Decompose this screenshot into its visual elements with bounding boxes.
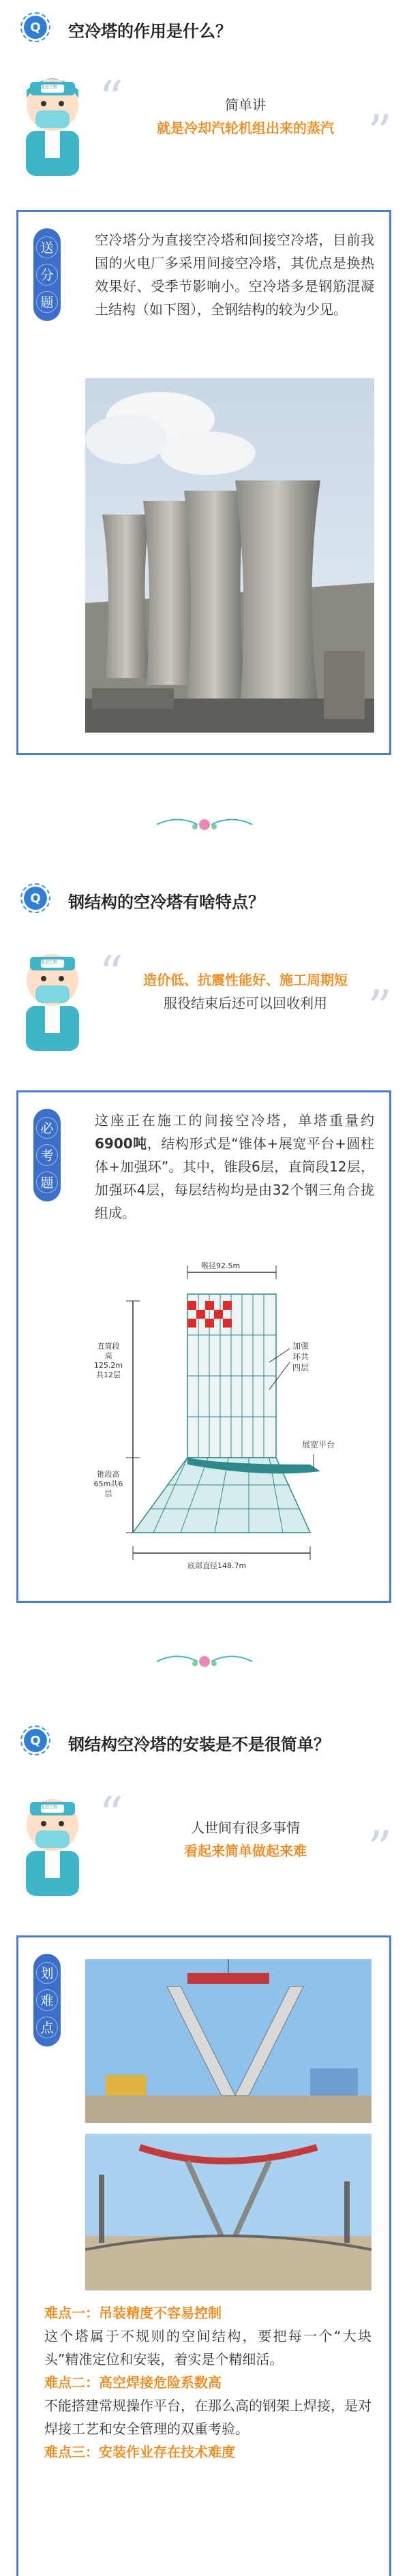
- base-diameter-label: 底部直径148.7m: [187, 1561, 247, 1570]
- tag-char: 分: [36, 264, 58, 286]
- tag-char: 题: [36, 1171, 58, 1193]
- talk-line: 服役结束后还可以回收利用: [164, 995, 327, 1011]
- talk-highlight: 看起来简单做起来难: [184, 1843, 307, 1859]
- difficulty-text: 这个塔属于不规则的空间结构，要把每一个“大块头”精准定位和安装，着实是个精细活。: [44, 2328, 372, 2367]
- tag-char: 难: [36, 1989, 58, 2011]
- talk-line: 人世间有很多事情: [191, 1820, 300, 1836]
- cone-label: 锥段高 65m共6 层: [93, 1470, 123, 1498]
- mascot-badge-text: 北京工程: [41, 960, 58, 965]
- mascot-badge-text: 北京工程: [41, 1805, 58, 1810]
- mascot-avatar: [11, 1783, 94, 1899]
- paragraph-text: 这座正在施工的间接空冷塔，单塔重量约: [95, 1112, 374, 1129]
- question-badge-icon: Q: [20, 883, 50, 913]
- question-header-1: [0, 5, 409, 46]
- tag-char: 点: [36, 2017, 58, 2038]
- tower-structure-diagram: [85, 1260, 372, 1580]
- cylinder-label: 直筒段 高 125.2m 共12层: [93, 1342, 123, 1379]
- mascot-avatar: [11, 938, 94, 1054]
- platform-label: 展宽平台: [302, 1440, 335, 1450]
- talk-highlight: 就是冷却汽轮机组出来的蒸汽: [157, 120, 334, 136]
- ornament-divider: [0, 1648, 409, 1675]
- talk-bubble-3: “ 人世间有很多事情 看起来简单做起来难 ”: [99, 1787, 392, 1877]
- difficulty-text: 不能搭建常规操作平台，在那么高的钢架上焊接，是对焊接工艺和安全管理的双重考验。: [44, 2397, 372, 2437]
- question-header-2: [0, 876, 409, 917]
- section-paragraph: 空冷塔分为直接空冷塔和间接空冷塔，目前我国的火电厂多采用间接空冷塔，其优点是换热效果好、受季节影响小。空冷塔多是钢筋混凝土结构（如下图），全钢结构的较为少见。: [95, 232, 374, 318]
- tag-pill: [33, 1109, 61, 1201]
- content-box-1: [16, 210, 391, 755]
- talk-line: 简单讲: [225, 97, 266, 113]
- tag-char: 划: [36, 1962, 58, 1984]
- tag-char: 考: [36, 1144, 58, 1166]
- talk-highlight: 造价低、抗震性能好、施工周期短: [143, 972, 348, 988]
- tag-pill: [33, 228, 61, 321]
- difficulty-title: 难点二：高空焊接危险系数高: [44, 2374, 222, 2391]
- question-title: 钢结构空冷塔的安装是不是很简单？: [68, 1735, 330, 1754]
- construction-photo-2: [85, 2134, 372, 2290]
- ring-label: 加强 环共 四层: [292, 1341, 309, 1373]
- tag-pill: [33, 1954, 61, 2046]
- difficulty-title: 难点一：吊装精度不容易控制: [44, 2305, 222, 2321]
- content-box-3: [16, 1935, 391, 2576]
- difficulty-title: 难点三：安装作业存在技术难度: [44, 2444, 235, 2460]
- question-header-3: [0, 1719, 409, 1760]
- tag-char: 必: [36, 1117, 58, 1139]
- cooling-tower-photo: [85, 378, 374, 733]
- weight-highlight: 6900吨: [95, 1135, 147, 1152]
- question-badge-icon: Q: [20, 12, 50, 42]
- tag-char: 送: [36, 236, 58, 258]
- paragraph-text: ，结构形式是“锥体+展宽平台+圆柱体+加强环”。其中，锥段6层，直筒段12层，加强环4层，每层结构均是由32个钢三角合拢组成。: [95, 1135, 374, 1221]
- top-diameter-label: 喉径92.5m: [201, 1261, 241, 1270]
- talk-bubble-1: “ 简单讲 就是冷却汽轮机组出来的蒸汽 ”: [99, 71, 392, 161]
- question-badge-icon: Q: [20, 1726, 50, 1755]
- question-title: 空冷塔的作用是什么？: [68, 22, 232, 41]
- mascot-avatar: [11, 63, 94, 179]
- ornament-divider: [0, 811, 409, 838]
- tag-char: 题: [36, 291, 58, 313]
- construction-photo-1: [85, 1959, 372, 2123]
- question-title: 钢结构的空冷塔有啥特点？: [68, 893, 264, 912]
- section-paragraph: [95, 1109, 374, 1225]
- talk-bubble-2: “ 造价低、抗震性能好、施工周期短 服役结束后还可以回收利用 ”: [99, 946, 392, 1036]
- content-box-2: [16, 1090, 391, 1603]
- mascot-badge-text: 北京工程: [41, 85, 58, 90]
- difficulties-list: [44, 2301, 372, 2464]
